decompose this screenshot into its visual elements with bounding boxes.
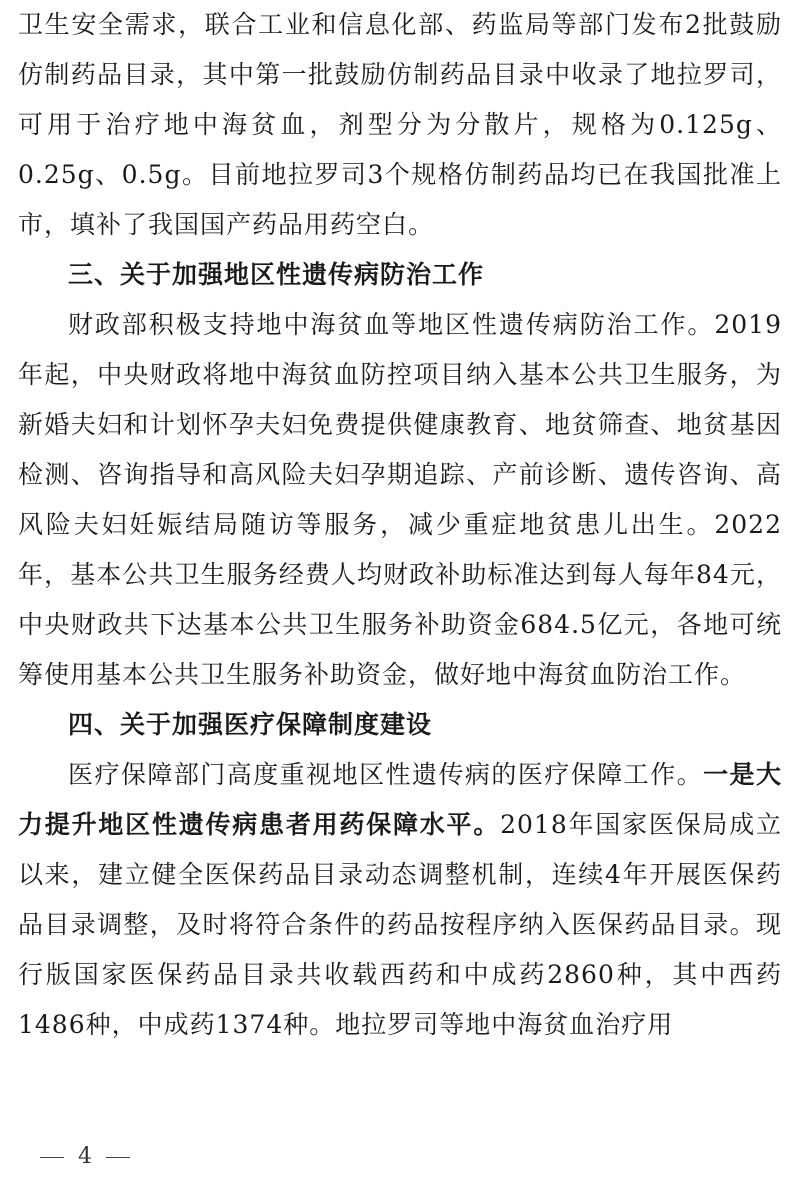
section-4-bold-point: 一是大力提升地区性遗传病患者用药保障水平。 — [18, 760, 782, 839]
page-number: 4 — [78, 1144, 92, 1169]
section-heading-4: 四、关于加强医疗保障制度建设 — [68, 710, 433, 739]
section-4-paragraph — [18, 750, 782, 1050]
continued-paragraph: 卫生安全需求，联合工业和信息化部、药监局等部门发布2批鼓励仿制药品目录，其中第一批鼓励仿制药品目录中收录了地拉罗司，可用于治疗地中海贫血，剂型分为分散片，规格为0.125g、0.25g、0.5g。目前地拉罗司3个规格仿制药品均已在我国批准上市，填补了我国国产药品用药空白。 — [18, 10, 782, 239]
footer-dash-left — [40, 1157, 64, 1158]
page-footer — [40, 1142, 130, 1172]
footer-dash-right — [106, 1157, 130, 1158]
section-3-paragraph: 财政部积极支持地中海贫血等地区性遗传病防治工作。2019年起，中央财政将地中海贫血防控项目纳入基本公共卫生服务，为新婚夫妇和计划怀孕夫妇免费提供健康教育、地贫筛查、地贫基因检测、咨询指导和高风险夫妇孕期追踪、产前诊断、遗传咨询、高风险夫妇妊娠结局随访等服务，减少重症地贫患儿出生。2022年，基本公共卫生服务经费人均财政补助标准达到每人每年84元，中央财政共下达基本公共卫生服务补助资金684.5亿元，各地可统筹使用基本公共卫生服务补助资金，做好地中海贫血防治工作。 — [18, 310, 782, 689]
section-4-rest: 2018年国家医保局成立以来，建立健全医保药品目录动态调整机制，连续4年开展医保药品目录调整，及时将符合条件的药品按程序纳入医保药品目录。现行版国家医保药品目录共收载西药和中成药2860种，其中西药1486种，中成药1374种。地拉罗司等地中海贫血治疗用 — [18, 810, 782, 1039]
section-4-intro: 医疗保障部门高度重视地区性遗传病的医疗保障工作。 — [68, 760, 704, 789]
section-heading-3: 三、关于加强地区性遗传病防治工作 — [68, 260, 485, 289]
document-body — [18, 0, 782, 1050]
